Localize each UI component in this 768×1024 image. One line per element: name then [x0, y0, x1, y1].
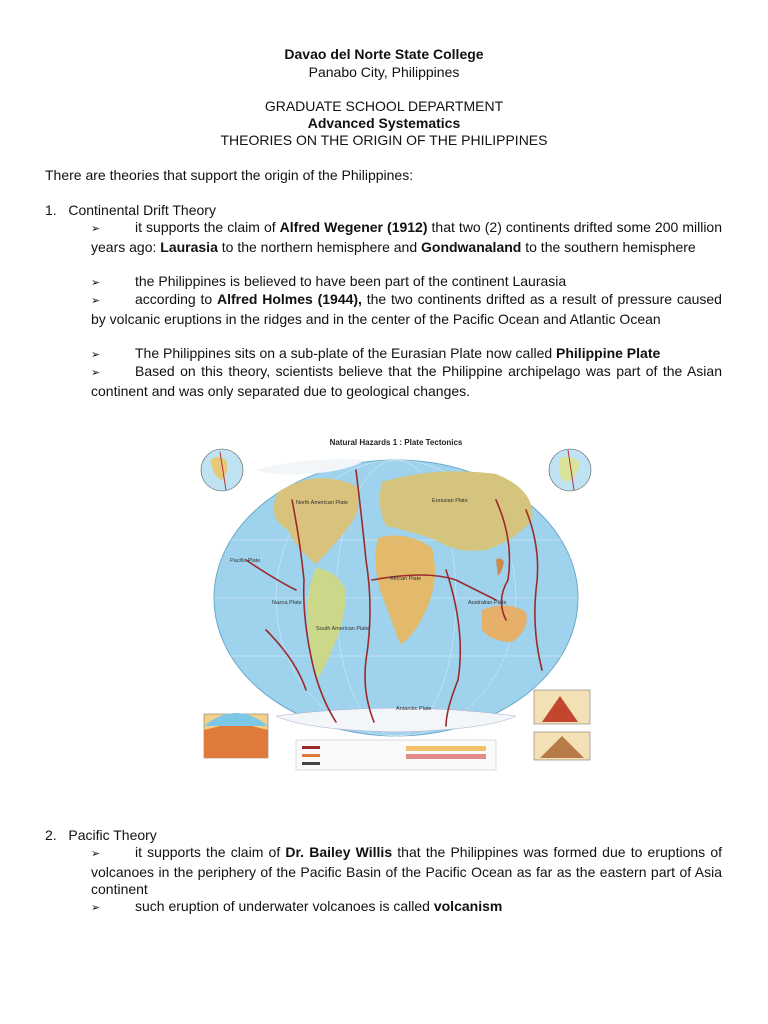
inset-globe-right [549, 449, 591, 491]
arrow-bullet-icon: ➢ [91, 367, 101, 379]
map-legend [296, 740, 496, 770]
theory2-bullet-1: ➢ it supports the claim of Dr. Bailey Willis that the Philippines was formed due to eruptions of volcanoes in the periphery of the Pacific Basin of the Pacific Ocean as far as the eastern part of Asia continent [91, 844, 722, 897]
arrow-bullet-icon: ➢ [91, 902, 101, 914]
theory1-bullet-4: ➢ The Philippines sits on a sub-plate of the Eurasian Plate now called Philippine Plate [91, 345, 722, 365]
plate-label: Nazca Plate [272, 600, 302, 606]
theory1-bullet-1: ➢ it supports the claim of Alfred Wegener (1912) that two (2) continents drifted some 200 million years ago: Laurasia to the northern hemisphere and Gondwanaland to the southern hemisphere [91, 219, 722, 255]
plate-label: North American Plate [296, 500, 348, 506]
map-title: Natural Hazards 1 : Plate Tectonics [329, 438, 463, 447]
theory1-number: 1. [45, 202, 57, 218]
plate-label: Eurasian Plate [432, 498, 468, 504]
department-name: GRADUATE SCHOOL DEPARTMENT [264, 98, 504, 114]
theory1-bullet-2: ➢ the Philippines is believed to have been part of the continent Laurasia [91, 273, 722, 293]
plate-tectonics-map [196, 430, 596, 778]
theory2-bullet-2: ➢ such eruption of underwater volcanoes is called volcanism [91, 898, 722, 918]
cross-section-left [204, 713, 268, 758]
theory1-title: Continental Drift Theory [68, 202, 216, 218]
plate-label: African Plate [390, 576, 422, 582]
plate-label: Australian Plate [468, 600, 507, 606]
arrow-bullet-icon: ➢ [91, 295, 101, 307]
document-title: THEORIES ON THE ORIGIN OF THE PHILIPPINES [220, 132, 548, 148]
theory2-number: 2. [45, 827, 57, 843]
intro-text: There are theories that support the origin of the Philippines: [45, 167, 414, 183]
theory1-bullet-3: ➢ according to Alfred Holmes (1944), the two continents drifted as a result of pressure caused by volcanic eruptions in the ridges and in the center of the Pacific Ocean and Atlantic Ocean [91, 291, 722, 327]
inset-globe-left [201, 449, 243, 491]
arrow-bullet-icon: ➢ [91, 848, 101, 860]
arrow-bullet-icon: ➢ [91, 277, 101, 289]
plate-label: South American Plate [316, 626, 369, 632]
college-name: Davao del Norte State College [284, 46, 484, 62]
theory1-heading [45, 201, 216, 219]
plate-label: Antarctic Plate [396, 706, 432, 712]
plate-label: Pacific Plate [230, 558, 261, 564]
world-map-figure [196, 430, 596, 778]
course-name: Advanced Systematics [307, 115, 461, 131]
theory2-heading [45, 826, 157, 844]
theory1-bullet-5: ➢ Based on this theory, scientists believe that the Philippine archipelago was part of the Asian continent and was only separated due to geological changes. [91, 363, 722, 399]
college-city: Panabo City, Philippines [308, 64, 460, 80]
theory2-title: Pacific Theory [68, 827, 157, 843]
arrow-bullet-icon: ➢ [91, 223, 101, 235]
arrow-bullet-icon: ➢ [91, 349, 101, 361]
